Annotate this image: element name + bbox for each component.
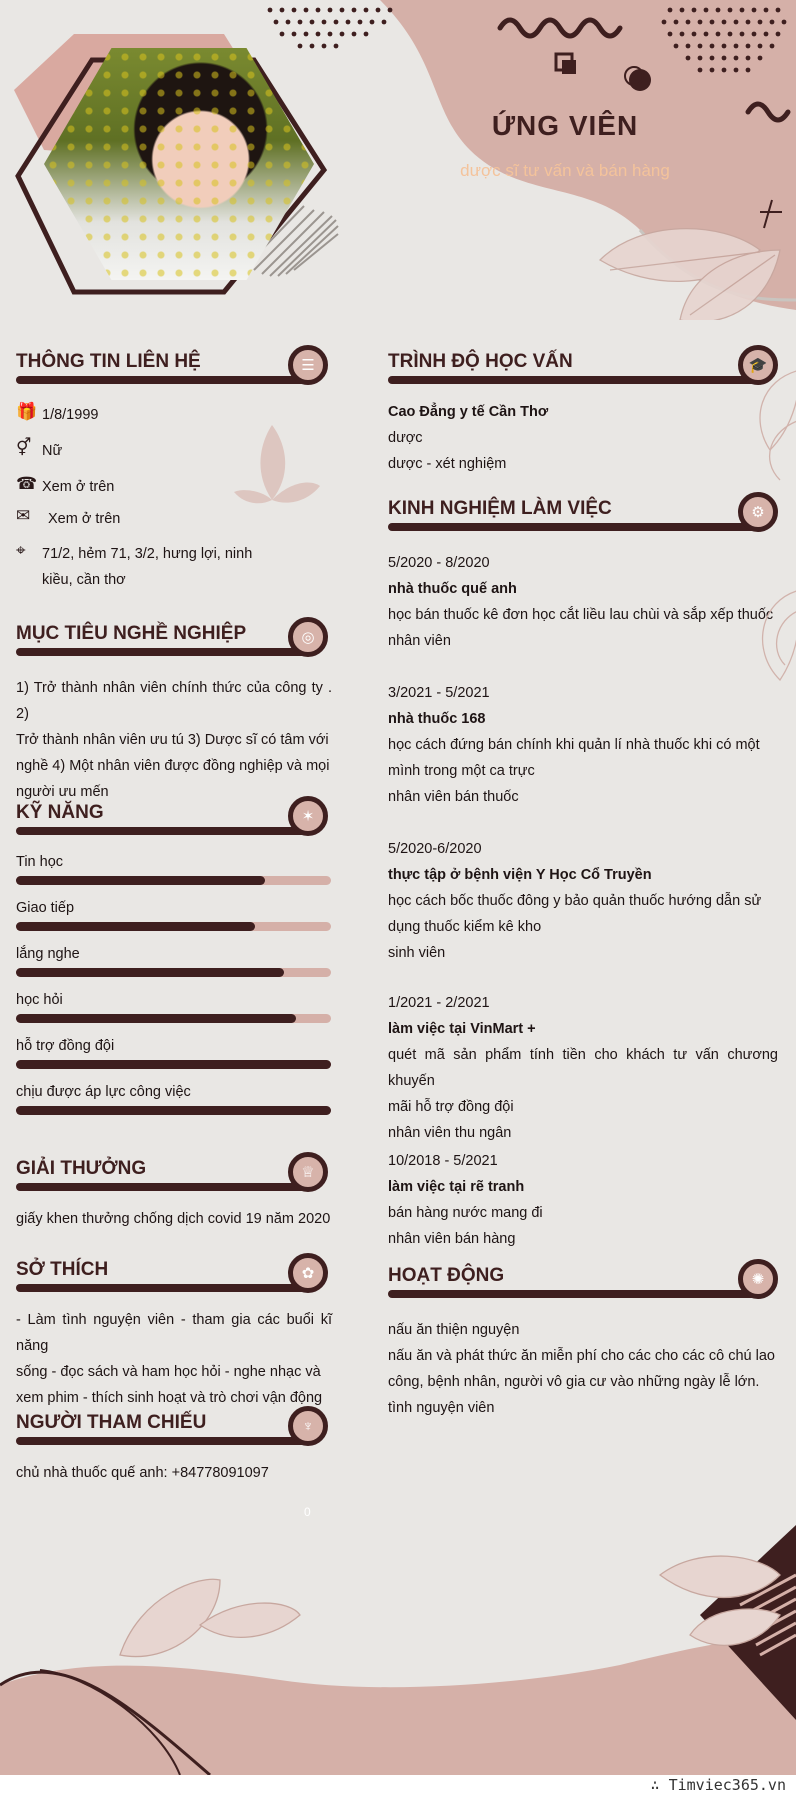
experience-period: 5/2020 - 8/2020 xyxy=(388,555,490,571)
school-name: Cao Đẳng y tế Cần Thơ xyxy=(388,404,549,420)
brand-watermark: ∴ Timviec365.vn xyxy=(650,1776,786,1794)
skill-item xyxy=(16,1038,331,1069)
skill-level-bar xyxy=(16,922,331,931)
gift-icon: 🎁 xyxy=(16,402,38,421)
gender-icon: ⚥ xyxy=(16,438,32,457)
skill-name: hỗ trợ đồng đội xyxy=(16,1038,115,1054)
skills-icon: ✶ xyxy=(288,796,328,836)
experience-desc-line: học bán thuốc kê đơn học cắt liều lau chùi và sắp xếp thuốc xyxy=(388,607,774,623)
experience-role: nhân viên xyxy=(388,633,451,649)
activities-heading: HOẠT ĐỘNG xyxy=(388,1265,505,1286)
avatar-frame xyxy=(14,30,344,300)
skill-level-bar xyxy=(16,968,331,977)
activity-role: tình nguyện viên xyxy=(388,1400,495,1416)
skill-item xyxy=(16,854,331,885)
skill-level-fill xyxy=(16,876,265,885)
activities-section xyxy=(388,1259,780,1421)
experience-period: 10/2018 - 5/2021 xyxy=(388,1153,498,1169)
education-heading: TRÌNH ĐỘ HỌC VẤN xyxy=(388,351,573,372)
references-heading: NGƯỜI THAM CHIẾU xyxy=(16,1412,207,1433)
experience-item xyxy=(388,550,778,654)
experience-company: nhà thuốc 168 xyxy=(388,711,486,727)
address-line-2: kiều, cần thơ xyxy=(42,572,126,588)
leaf-decoration xyxy=(232,420,322,510)
phone-value: Xem ở trên xyxy=(42,479,115,495)
experience-item xyxy=(388,1148,778,1252)
objective-heading: MỤC TIÊU NGHỀ NGHIỆP xyxy=(16,623,247,644)
activity-title: nấu ăn thiện nguyện xyxy=(388,1322,520,1338)
contact-gender xyxy=(16,438,62,464)
skill-item xyxy=(16,1084,331,1115)
experience-period: 1/2021 - 2/2021 xyxy=(388,995,490,1011)
experience-section xyxy=(388,492,780,532)
award-item: giấy khen thưởng chống dịch covid 19 năm 2020 xyxy=(16,1211,331,1227)
reference-item: chủ nhà thuốc quế anh: +84778091097 xyxy=(16,1465,269,1481)
mail-icon: ✉ xyxy=(16,506,31,525)
contact-phone xyxy=(16,474,114,500)
experience-desc-line: mình trong một ca trực xyxy=(388,763,535,779)
target-icon: ◎ xyxy=(288,617,328,657)
skill-name: học hỏi xyxy=(16,992,63,1008)
hobbies-heading: SỞ THÍCH xyxy=(16,1259,109,1280)
experience-item xyxy=(388,680,778,810)
education-section xyxy=(388,345,780,477)
objective-line: người ưu mến xyxy=(16,784,109,800)
experience-item xyxy=(388,836,778,966)
tie-icon: ♆ xyxy=(288,1406,328,1446)
objective-section xyxy=(16,617,332,805)
skill-level-fill xyxy=(16,1060,331,1069)
contact-address xyxy=(16,541,252,593)
skill-level-bar xyxy=(16,1014,331,1023)
skill-level-fill xyxy=(16,968,284,977)
experience-role: nhân viên bán hàng xyxy=(388,1231,516,1247)
experience-role: nhân viên bán thuốc xyxy=(388,789,519,805)
objective-line: nghề 4) Một nhân viên được đồng nghiệp và mọi xyxy=(16,758,330,774)
skill-item xyxy=(16,946,331,977)
experience-desc-line: bán hàng nước mang đi xyxy=(388,1205,543,1221)
activity-desc-line: công, bệnh nhân, người vô gia cư vào những ngày lễ lớn. xyxy=(388,1374,760,1390)
user-card-icon: ☰ xyxy=(288,345,328,385)
graduation-cap-icon: 🎓 xyxy=(738,345,778,385)
skill-name: chịu được áp lực công việc xyxy=(16,1084,191,1100)
skill-item xyxy=(16,900,331,931)
skill-level-bar xyxy=(16,1106,331,1115)
skill-name: Giao tiếp xyxy=(16,900,75,916)
birthday-value: 1/8/1999 xyxy=(42,407,99,423)
trophy-icon: ♕ xyxy=(288,1152,328,1192)
experience-item xyxy=(388,990,778,1146)
experience-company: làm việc tại rẽ tranh xyxy=(388,1179,525,1195)
experience-heading: KINH NGHIỆM LÀM VIỆC xyxy=(388,498,612,519)
activity-icon: ✺ xyxy=(738,1259,778,1299)
education-body xyxy=(388,399,780,477)
side-leaf-decoration xyxy=(740,360,796,700)
objective-line: Trở thành nhân viên ưu tú 3) Dược sĩ có tâm với xyxy=(16,732,329,748)
experience-company: nhà thuốc quế anh xyxy=(388,581,517,597)
experience-desc-line: học cách bốc thuốc đông y bảo quản thuốc hướng dẫn sử xyxy=(388,893,762,909)
job-title: dược sĩ tư vấn và bán hàng xyxy=(460,161,670,180)
hobbies-line: xem phim - thích sinh hoạt và trò chơi vận động xyxy=(16,1390,323,1406)
experience-role: sinh viên xyxy=(388,945,446,961)
hobby-icon: ✿ xyxy=(288,1253,328,1293)
experience-desc-line: quét mã sản phẩm tính tiền cho khách tư vấn chương khuyến xyxy=(388,1047,778,1089)
skills-heading: KỸ NĂNG xyxy=(16,802,104,823)
skill-level-fill xyxy=(16,1014,296,1023)
hobbies-text xyxy=(16,1307,332,1411)
contact-birthday xyxy=(16,402,98,428)
experience-company: làm việc tại VinMart + xyxy=(388,1021,536,1037)
footer-decoration xyxy=(0,1455,796,1775)
objective-text xyxy=(16,675,332,805)
experience-role: nhân viên thu ngân xyxy=(388,1125,512,1141)
experience-period: 5/2020-6/2020 xyxy=(388,841,482,857)
awards-heading: GIẢI THƯỞNG xyxy=(16,1158,147,1179)
experience-desc-line: mãi hỗ trợ đồng đội xyxy=(388,1099,514,1115)
skill-level-fill xyxy=(16,1106,331,1115)
candidate-name: ỨNG VIÊN xyxy=(491,110,639,141)
experience-desc-line: dụng thuốc kiểm kê kho xyxy=(388,919,542,935)
education-major: dược xyxy=(388,430,423,446)
skill-item xyxy=(16,992,331,1023)
page-number: 0 xyxy=(304,1505,311,1519)
address-line-1: 71/2, hẻm 71, 3/2, hưng lợi, ninh xyxy=(42,546,253,562)
experience-company: thực tập ở bệnh viện Y Học Cổ Truyền xyxy=(388,867,652,883)
objective-line: 1) Trở thành nhân viên chính thức của công ty . 2) xyxy=(16,680,332,722)
hobbies-section xyxy=(16,1253,332,1411)
activity-desc-line: nấu ăn và phát thức ăn miễn phí cho các cho các cô chú lao xyxy=(388,1348,775,1364)
experience-desc-line: học cách đứng bán chính khi quản lí nhà thuốc khi có một xyxy=(388,737,760,753)
activities-body xyxy=(388,1317,780,1421)
contact-heading: THÔNG TIN LIÊN HỆ xyxy=(16,351,201,372)
skills-section xyxy=(16,796,332,836)
experience-period: 3/2021 - 5/2021 xyxy=(388,685,490,701)
address-value xyxy=(42,541,252,593)
hobbies-line: - Làm tình nguyện viên - tham gia các buổi kĩ năng xyxy=(16,1312,332,1354)
contact-email xyxy=(16,506,120,532)
briefcase-icon: ⚙ xyxy=(738,492,778,532)
location-icon: ⌖ xyxy=(16,541,26,560)
skill-name: lắng nghe xyxy=(16,946,80,962)
skill-level-bar xyxy=(16,1060,331,1069)
hobbies-line: sống - đọc sách và ham học hỏi - nghe nhạc và xyxy=(16,1364,321,1380)
education-detail: dược - xét nghiệm xyxy=(388,456,507,472)
phone-icon: ☎ xyxy=(16,474,38,493)
skill-name: Tin học xyxy=(16,854,64,870)
awards-section xyxy=(16,1152,332,1232)
skill-level-fill xyxy=(16,922,255,931)
skill-level-bar xyxy=(16,876,331,885)
gender-value: Nữ xyxy=(42,443,63,459)
email-value: Xem ở trên xyxy=(48,511,121,527)
contact-section xyxy=(16,345,332,385)
